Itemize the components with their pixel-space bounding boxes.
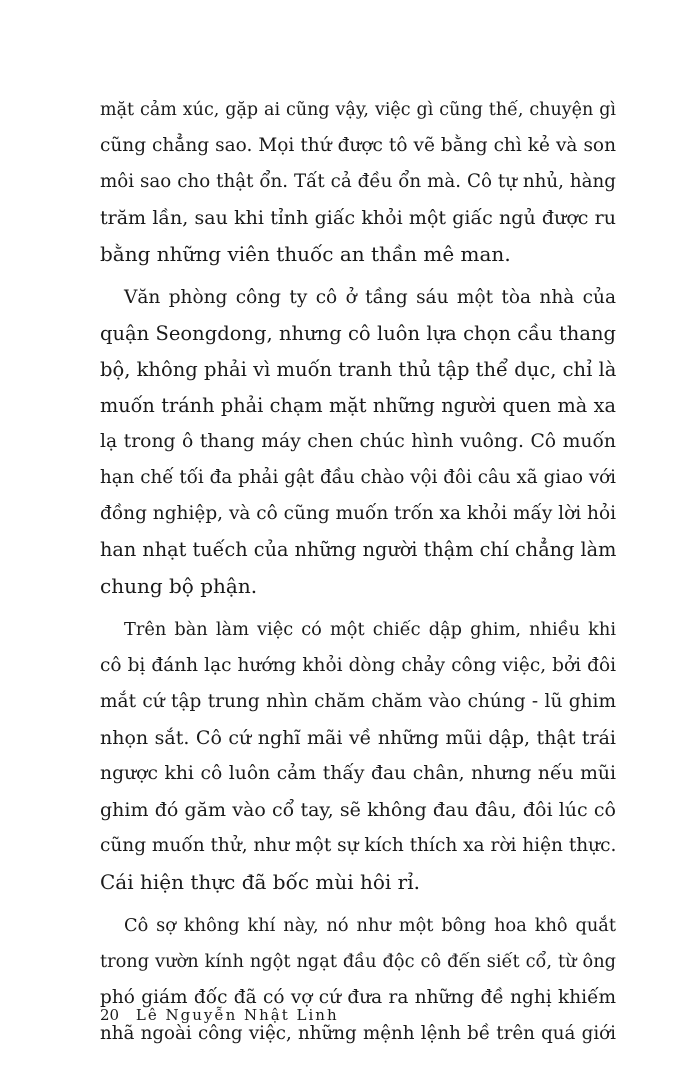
text-line: cũng chẳng sao. Mọi thứ được tô vẽ bằng chì kẻ và son [100,135,616,156]
text-line: trong vườn kính ngột ngạt đầu độc cô đến siết cổ, từ ông [100,952,616,972]
text-line: bộ, không phải vì muốn tranh thủ tập thể dục, chỉ là [100,358,617,381]
text-line: hạn chế tối đa phải gật đầu chào vội đôi câu xã giao với [100,467,616,488]
text-line: lạ trong ô thang máy chen chúc hình vuông. Cô muốn [100,431,616,452]
author-name: Lê Nguyễn Nhật Linh [135,1006,339,1024]
text-line: Văn phòng công ty cô ở tầng sáu một tòa nhà của [124,287,616,308]
text-line: nhọn sắt. Cô cứ nghĩ mãi về những mũi dập, thật trái [100,727,616,749]
text-line: mặt cảm xúc, gặp ai cũng vậy, việc gì cũng thế, chuyện gì [100,100,616,120]
text-line: nhã ngoài công việc, những mệnh lệnh bề trên quá giới [100,1023,616,1044]
text-line: cũng muốn thử, như một sự kích thích xa rời hiện thực. [100,835,617,856]
text-line: mắt cứ tập trung nhìn chăm chăm vào chúng - lũ ghim [100,691,616,712]
text-line: Cô sợ không khí này, nó như một bông hoa khô quắt [124,916,616,936]
text-line: Trên bàn làm việc có một chiếc dập ghim, nhiều khi [124,620,616,640]
text-line: đồng nghiệp, và cô cũng muốn trốn xa khỏi mấy lời hỏi [100,503,616,524]
text-line: bằng những viên thuốc an thần mê man. [100,242,511,266]
page-number: 20 [100,1006,120,1024]
text-line: phó giám đốc đã có vợ cứ đưa ra những đề nghị khiếm [100,987,616,1008]
paragraph-1 [100,92,616,272]
text-line: han nhạt tuếch của những người thậm chí chẳng làm [100,538,617,561]
text-line: muốn tránh phải chạm mặt những người quen mà xa [100,394,616,417]
text-line: ghim đó găm vào cổ tay, sẽ không đau đâu, đôi lúc cô [100,799,616,821]
text-line: ngược khi cô luôn cảm thấy đau chân, nhưng nếu mũi [100,763,616,784]
paragraph-3 [100,612,616,900]
text-line: chung bộ phận. [100,574,258,598]
paragraph-4 [100,908,616,1052]
paragraph-2 [100,280,616,604]
text-line: Cái hiện thực đã bốc mùi hôi rỉ. [100,870,420,894]
body-text [100,92,616,1052]
text-line: trăm lần, sau khi tỉnh giấc khỏi một giấc ngủ được ru [100,207,616,229]
text-line: môi sao cho thật ổn. Tất cả đều ổn mà. Cô tự nhủ, hàng [100,171,616,192]
page-footer [100,1003,339,1027]
text-line: cô bị đánh lạc hướng khỏi dòng chảy công việc, bởi đôi [100,655,616,676]
text-line: quận Seongdong, nhưng cô luôn lựa chọn cầu thang [100,322,616,345]
